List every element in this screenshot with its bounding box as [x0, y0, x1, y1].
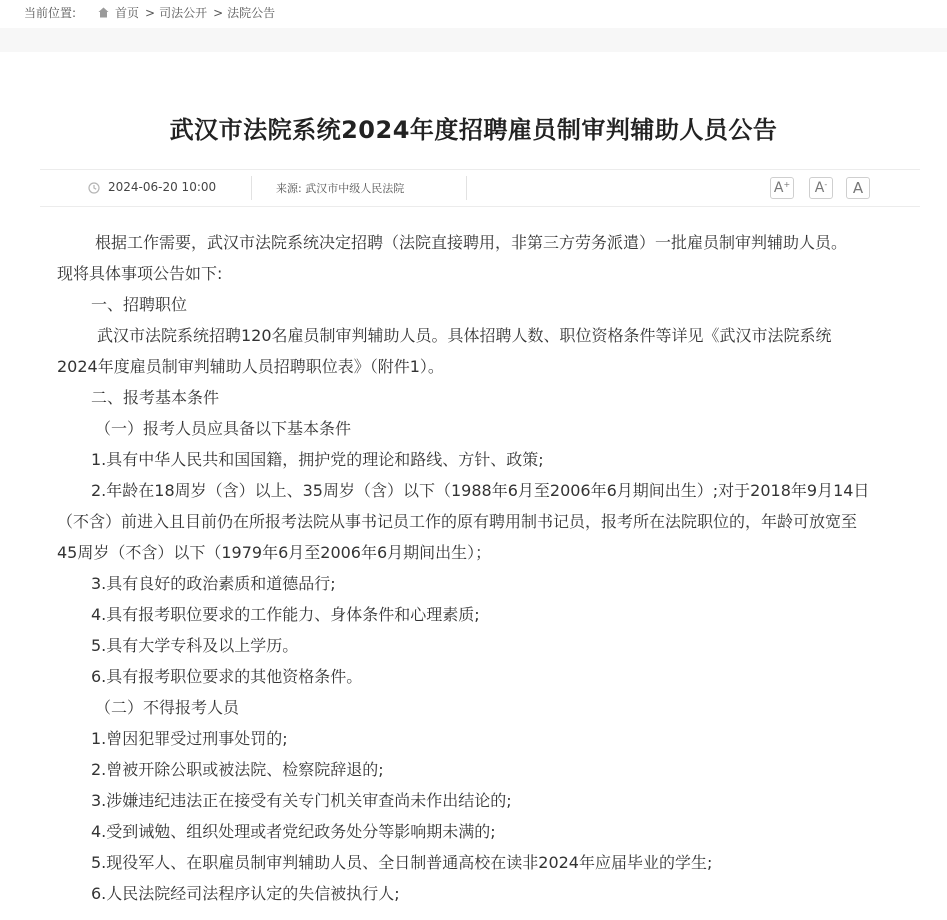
- breadcrumb-home-link[interactable]: 首页: [115, 6, 140, 20]
- list-item: 3.具有良好的政治素质和道德品行;: [91, 574, 336, 593]
- list-item: 2.年龄在18周岁（含）以上、35周岁（含）以下（1988年6月至2006年6月期间出生）;对于2018年9月14日: [91, 481, 870, 500]
- plus-icon: +: [783, 180, 791, 189]
- list-item: 4.受到诫勉、组织处理或者党纪政务处分等影响期未满的;: [91, 822, 496, 841]
- list-item: 1.曾因犯罪受过刑事处罚的;: [91, 729, 288, 748]
- list-item-continued: 45周岁（不含）以下（1979年6月至2006年6月期间出生）；: [57, 543, 492, 562]
- publish-date-text: 2024-06-20 10:00: [108, 180, 217, 194]
- list-item-continued: （不含）前进入且目前仍在所报考法院从事书记员工作的原有聘用制书记员，报考所在法院职位的，年龄可放宽至: [57, 512, 858, 531]
- font-increase-label: A: [773, 180, 784, 196]
- minus-icon: -: [824, 180, 828, 189]
- list-item: 5.现役军人、在职雇员制审判辅助人员、全日制普通高校在读非2024年应届毕业的学生;: [91, 853, 713, 872]
- subsection-heading: （一）报考人员应具备以下基本条件: [95, 419, 352, 438]
- page-title: 武汉市法院系统2024年度招聘雇员制审判辅助人员公告: [169, 116, 778, 144]
- section-heading: 二、报考基本条件: [91, 388, 220, 407]
- meta-divider: [466, 176, 467, 200]
- breadcrumb-label: 当前位置:: [24, 6, 77, 20]
- breadcrumb-judicial-link[interactable]: 司法公开: [159, 6, 208, 20]
- font-decrease-label: A: [814, 180, 825, 196]
- list-item: 4.具有报考职位要求的工作能力、身体条件和心理素质;: [91, 605, 480, 624]
- paragraph-line: 现将具体事项公告如下:: [57, 264, 223, 283]
- list-item: 3.涉嫌违纪违法正在接受有关专门机关审查尚未作出结论的;: [91, 791, 512, 810]
- breadcrumb-notice-link[interactable]: 法院公告: [227, 6, 276, 20]
- paragraph-line: 2024年度雇员制审判辅助人员招聘职位表》（附件1）。: [57, 357, 444, 376]
- home-icon: [98, 7, 109, 18]
- clock-icon: [88, 182, 100, 194]
- paragraph-line: 武汉市法院系统招聘120名雇员制审判辅助人员。具体招聘人数、职位资格条件等详见《武汉市法院系统: [97, 326, 832, 345]
- list-item: 6.具有报考职位要求的其他资格条件。: [91, 667, 363, 686]
- article-source: 来源: 武汉市中级人民法院: [276, 182, 405, 195]
- breadcrumb: [0, 0, 947, 28]
- breadcrumb-separator: >: [145, 6, 156, 20]
- section-heading: 一、招聘职位: [91, 295, 188, 314]
- breadcrumb-separator: >: [213, 6, 224, 20]
- font-reset-label: A: [852, 179, 864, 197]
- paragraph-line: 根据工作需要，武汉市法院系统决定招聘（法院直接聘用，非第三方劳务派遣）一批雇员制审判辅助人员。: [95, 233, 848, 252]
- list-item: 6.人民法院经司法程序认定的失信被执行人;: [91, 884, 400, 903]
- article-meta: [40, 169, 920, 207]
- font-reset-button[interactable]: [846, 177, 870, 199]
- article-content: [57, 227, 917, 909]
- font-increase-button[interactable]: [770, 177, 794, 199]
- list-item: 5.具有大学专科及以上学历。: [91, 636, 299, 655]
- header-divider-bar: [0, 28, 947, 52]
- subsection-heading: （二）不得报考人员: [95, 698, 240, 717]
- meta-divider: [251, 176, 252, 200]
- list-item: 1.具有中华人民共和国国籍，拥护党的理论和路线、方针、政策;: [91, 450, 544, 469]
- breadcrumb-trail: [98, 0, 275, 26]
- font-decrease-button[interactable]: [809, 177, 833, 199]
- publish-date: [88, 170, 216, 205]
- list-item: 2.曾被开除公职或被法院、检察院辞退的;: [91, 760, 384, 779]
